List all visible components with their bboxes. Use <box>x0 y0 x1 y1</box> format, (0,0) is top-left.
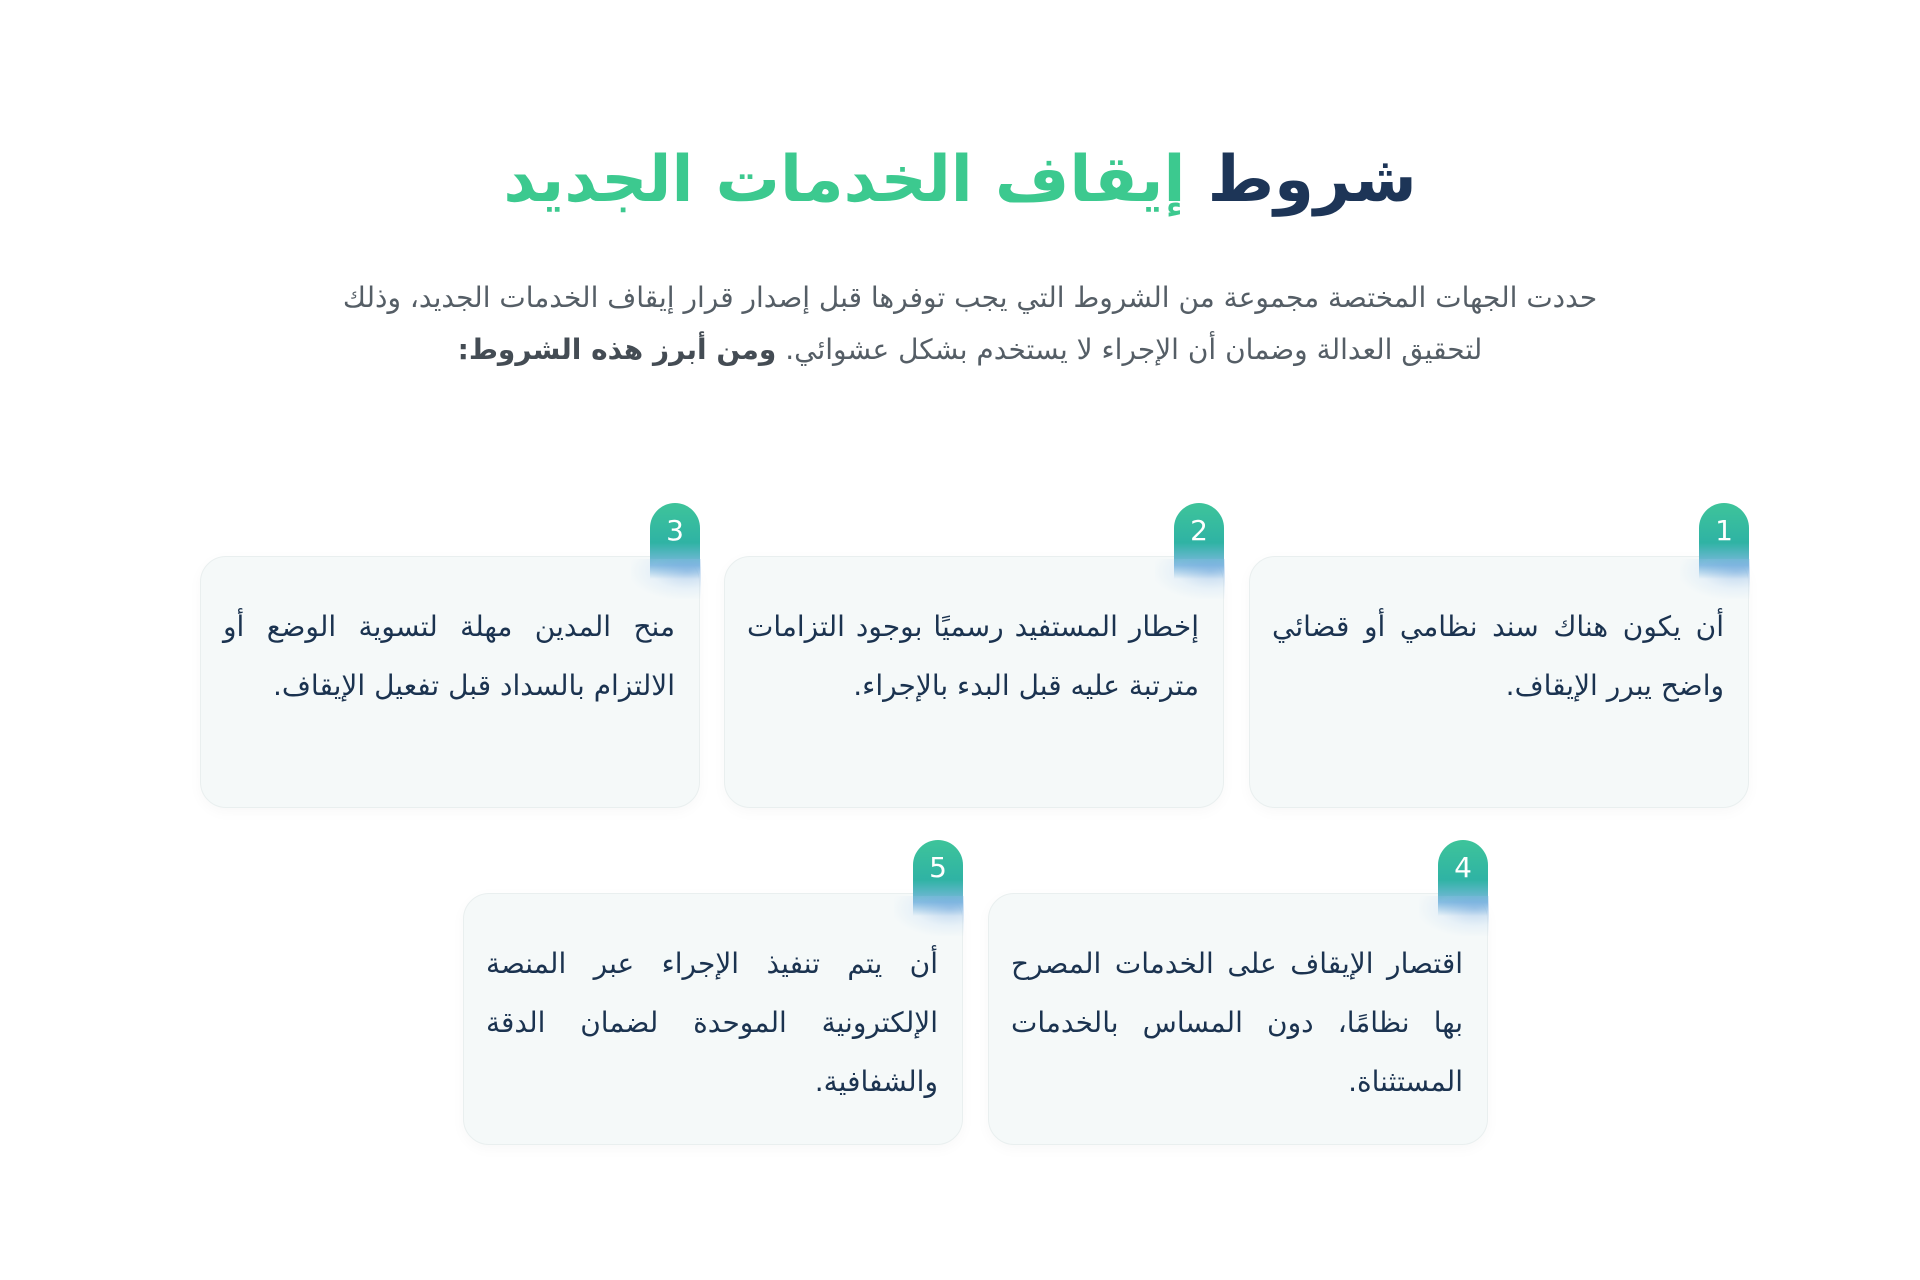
condition-text: إخطار المستفيد رسميًا بوجود التزامات مترتبة عليه قبل البدء بالإجراء. <box>747 610 1199 702</box>
condition-card-3 <box>200 514 700 808</box>
title-accent: إيقاف الخدمات الجديد <box>503 143 1186 217</box>
condition-text: أن يكون هناك سند نظامي أو قضائي واضح يبرر الإيقاف. <box>1272 610 1724 702</box>
intro-bold: ومن أبرز هذه الشروط: <box>457 333 777 366</box>
condition-number-badge: 5 <box>913 840 963 916</box>
intro-text: حددت الجهات المختصة مجموعة من الشروط التي يجب توفرها قبل إصدار قرار إيقاف الخدمات الجديد، وذلك لتحقيق العدالة وضمان أن الإجراء لا يستخدم بشكل عشوائي. <box>342 281 1598 366</box>
condition-number-badge: 3 <box>650 503 700 579</box>
condition-number-badge: 4 <box>1438 840 1488 916</box>
condition-card-2 <box>724 514 1224 808</box>
condition-card-5 <box>463 851 963 1145</box>
intro-paragraph <box>320 272 1620 376</box>
section-title <box>0 140 1920 220</box>
condition-card-4 <box>988 851 1488 1145</box>
condition-text: أن يتم تنفيذ الإجراء عبر المنصة الإلكترونية الموحدة لضمان الدقة والشفافية. <box>486 947 938 1098</box>
title-plain: شروط <box>1207 143 1417 217</box>
condition-card-1 <box>1249 514 1749 808</box>
condition-number-badge: 1 <box>1699 503 1749 579</box>
condition-text: اقتصار الإيقاف على الخدمات المصرح بها نظامًا، دون المساس بالخدمات المستثناة. <box>1011 947 1463 1098</box>
condition-text: منح المدين مهلة لتسوية الوضع أو الالتزام بالسداد قبل تفعيل الإيقاف. <box>223 610 675 702</box>
condition-number-badge: 2 <box>1174 503 1224 579</box>
